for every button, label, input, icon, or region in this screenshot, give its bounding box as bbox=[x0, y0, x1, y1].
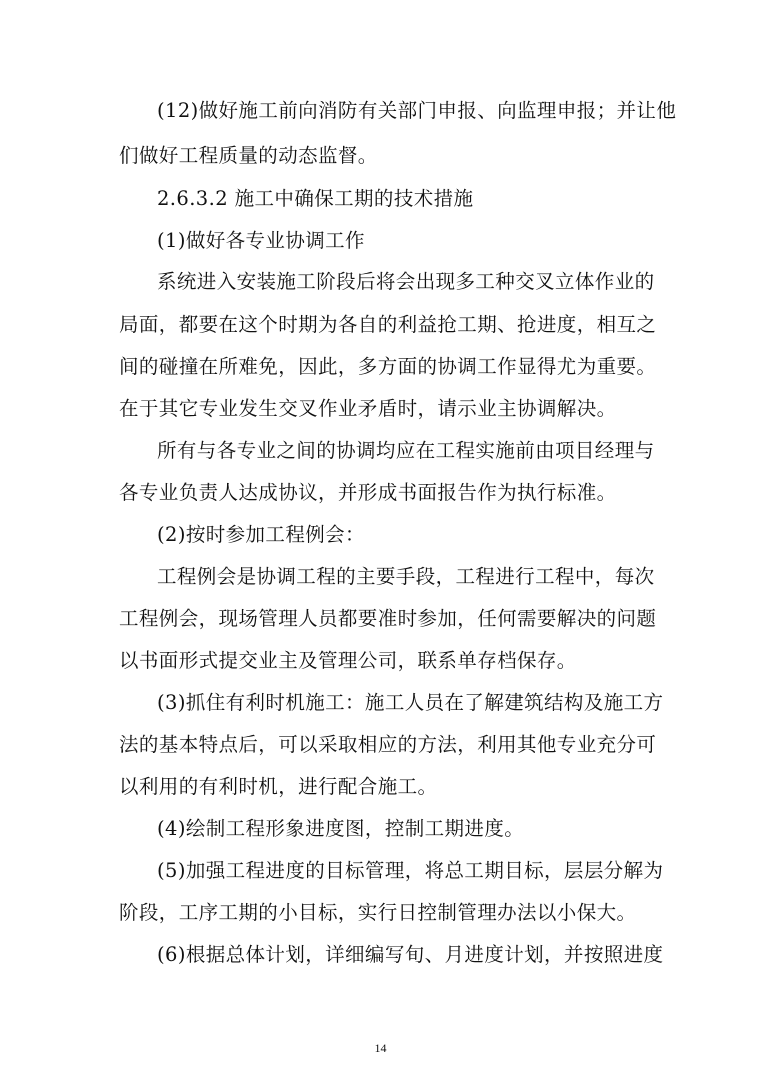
subheading: (1)做好各专业协调工作 bbox=[157, 229, 365, 252]
text-line: (5)加强工程进度的目标管理，将总工期目标，层层分解为 bbox=[157, 859, 664, 882]
text-line: 工程例会是协调工程的主要手段，工程进行工程中，每次 bbox=[157, 565, 655, 588]
text-line: 系统进入安装施工阶段后将会出现多工种交叉立体作业的 bbox=[157, 270, 655, 293]
text-line: 各专业负责人达成协议，并形成书面报告作为执行标准。 bbox=[119, 481, 617, 504]
text-line: 工程例会，现场管理人员都要准时参加，任何需要解决的问题 bbox=[119, 607, 657, 630]
text-line: 阶段，工序工期的小目标，实行日控制管理办法以小保大。 bbox=[119, 901, 637, 924]
text-line: (6)根据总体计划，详细编写旬、月进度计划，并按照进度 bbox=[157, 943, 664, 966]
page-number: 14 bbox=[374, 1041, 387, 1055]
text-line: 间的碰撞在所难免，因此，多方面的协调工作显得尤为重要。 bbox=[119, 355, 657, 378]
text-line: 局面，都要在这个时期为各自的利益抢工期、抢进度，相互之 bbox=[119, 313, 657, 336]
text-line: (4)绘制工程形象进度图，控制工期进度。 bbox=[157, 817, 525, 840]
text-line: 以书面形式提交业主及管理公司，联系单存档保存。 bbox=[119, 649, 577, 672]
text-line: 们做好工程质量的动态监督。 bbox=[119, 144, 378, 167]
section-heading: 2.6.3.2 施工中确保工期的技术措施 bbox=[157, 187, 474, 210]
subheading: (2)按时参加工程例会： bbox=[157, 523, 365, 546]
text-line: 以利用的有利时机，进行配合施工。 bbox=[119, 775, 438, 798]
text-line: 在于其它专业发生交叉作业矛盾时，请示业主协调解决。 bbox=[119, 397, 617, 420]
text-line: (12)做好施工前向消防有关部门申报、向监理申报；并让他 bbox=[157, 99, 677, 122]
text-line: 法的基本特点后，可以采取相应的方法，利用其他专业充分可 bbox=[119, 733, 657, 756]
text-line: (3)抓住有利时机施工：施工人员在了解建筑结构及施工方 bbox=[157, 691, 664, 714]
text-line: 所有与各专业之间的协调均应在工程实施前由项目经理与 bbox=[157, 439, 655, 462]
